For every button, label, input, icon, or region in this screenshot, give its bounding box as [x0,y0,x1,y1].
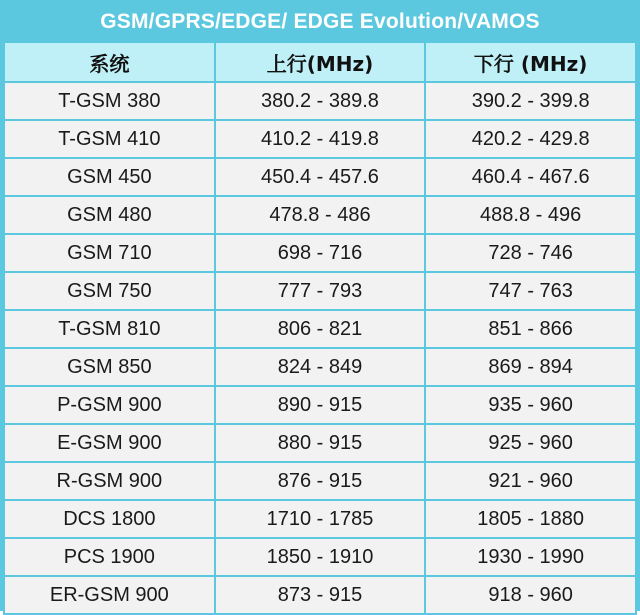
cell-uplink: 478.8 - 486 [215,196,426,234]
cell-downlink: 1805 - 1880 [425,500,636,538]
cell-uplink: 890 - 915 [215,386,426,424]
cell-downlink: 728 - 746 [425,234,636,272]
cell-uplink: 1710 - 1785 [215,500,426,538]
cell-downlink: 869 - 894 [425,348,636,386]
cell-system: R-GSM 900 [4,462,215,500]
cell-system: PCS 1900 [4,538,215,576]
cell-downlink: 918 - 960 [425,576,636,614]
cell-system: T-GSM 810 [4,310,215,348]
cell-uplink: 876 - 915 [215,462,426,500]
cell-system: E-GSM 900 [4,424,215,462]
table-header-row [4,42,636,82]
table-title: GSM/GPRS/EDGE/ EDGE Evolution/VAMOS [4,3,636,42]
table-row [4,120,636,158]
cell-uplink: 410.2 - 419.8 [215,120,426,158]
table-row [4,576,636,614]
cell-system: GSM 450 [4,158,215,196]
table-row [4,462,636,500]
cell-downlink: 925 - 960 [425,424,636,462]
cell-system: GSM 710 [4,234,215,272]
cell-uplink: 880 - 915 [215,424,426,462]
cell-uplink: 806 - 821 [215,310,426,348]
table-row [4,386,636,424]
column-header-system: 系统 [4,42,215,82]
cell-system: ER-GSM 900 [4,576,215,614]
cell-system: T-GSM 410 [4,120,215,158]
table-row [4,348,636,386]
cell-uplink: 1850 - 1910 [215,538,426,576]
cell-downlink: 390.2 - 399.8 [425,82,636,120]
cell-system: P-GSM 900 [4,386,215,424]
table-row [4,500,636,538]
table-row [4,82,636,120]
cell-system: GSM 750 [4,272,215,310]
cell-uplink: 698 - 716 [215,234,426,272]
cell-uplink: 380.2 - 389.8 [215,82,426,120]
cell-uplink: 777 - 793 [215,272,426,310]
cell-uplink: 450.4 - 457.6 [215,158,426,196]
table-row [4,310,636,348]
column-header-uplink: 上行(MHz) [215,42,426,82]
cell-system: GSM 850 [4,348,215,386]
cell-downlink: 488.8 - 496 [425,196,636,234]
cell-system: T-GSM 380 [4,82,215,120]
cell-uplink: 873 - 915 [215,576,426,614]
cell-downlink: 935 - 960 [425,386,636,424]
cell-downlink: 1930 - 1990 [425,538,636,576]
cell-downlink: 420.2 - 429.8 [425,120,636,158]
table-title-row [4,3,636,42]
table-row [4,424,636,462]
cell-downlink: 460.4 - 467.6 [425,158,636,196]
table-row [4,538,636,576]
cell-system: GSM 480 [4,196,215,234]
cell-downlink: 851 - 866 [425,310,636,348]
cell-system: DCS 1800 [4,500,215,538]
frequency-table [3,3,637,615]
table-row [4,234,636,272]
table-row [4,158,636,196]
table-row [4,272,636,310]
column-header-downlink: 下行 (MHz) [425,42,636,82]
table-body [4,3,636,614]
cell-uplink: 824 - 849 [215,348,426,386]
cell-downlink: 921 - 960 [425,462,636,500]
cell-downlink: 747 - 763 [425,272,636,310]
table-row [4,196,636,234]
